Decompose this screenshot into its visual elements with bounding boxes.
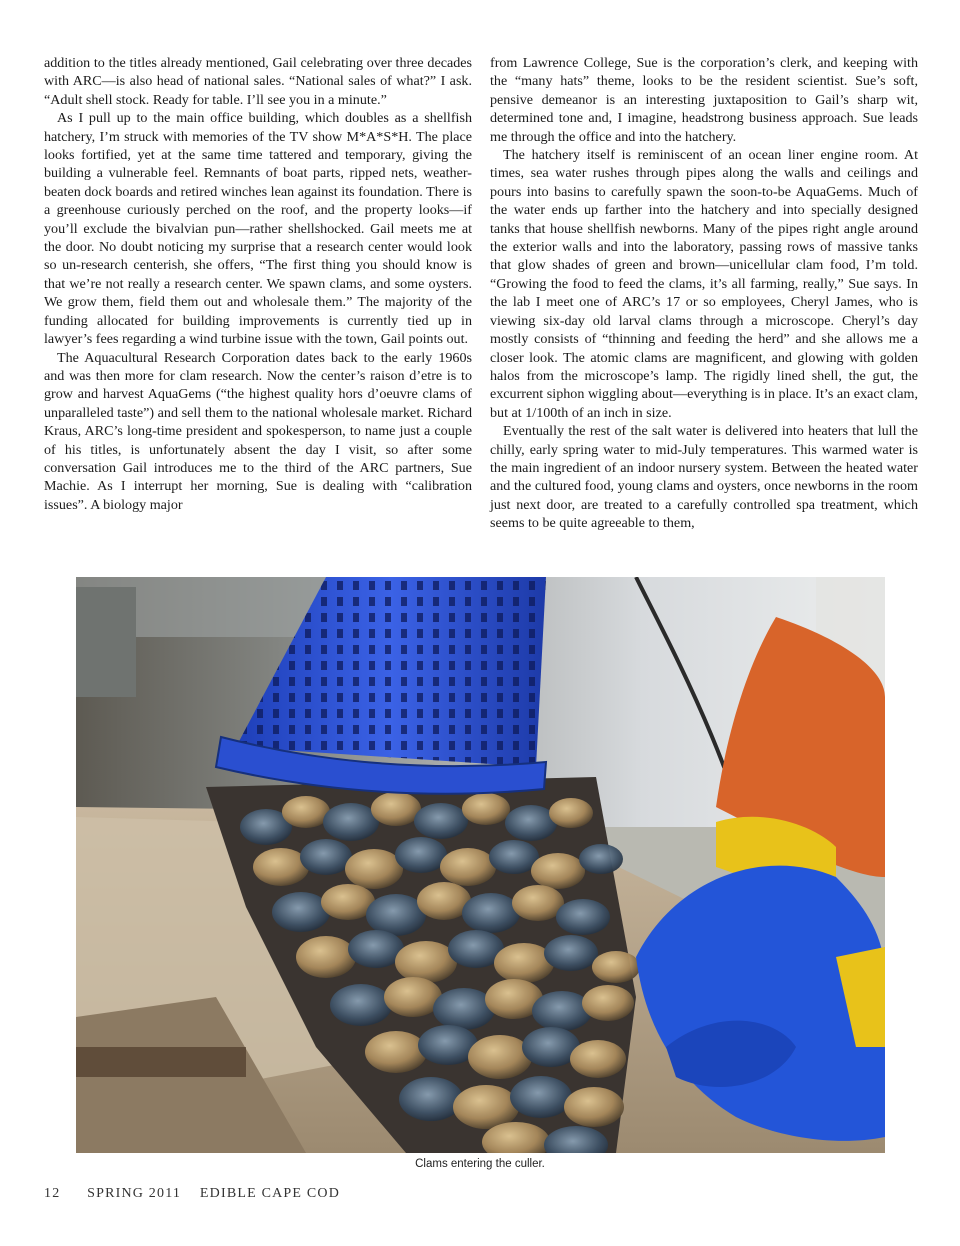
clams-culler-illustration [76, 577, 885, 1153]
photo-caption: Clams entering the culler. [415, 1158, 545, 1170]
paragraph: Eventually the rest of the salt water is delivered into heaters that lull the chilly, early spring water to mid-July temperatures. This warmed water is the main ingredient of an indoor nursery system. Between the heated water and the cultured food, young clams and oysters, once newborns in the room just next door, are treated to a carefully controlled spa treatment, which seems to be quite agreeable to them, [490, 423, 918, 532]
paragraph: from Lawrence College, Sue is the corporation’s clerk, and keeping with the “many hats” theme, looks to be the resident scientist. Sue’s soft, pensive demeanor is an interesting juxtaposition to Gail’s sharp wit, determined tone and, I imagine, headstrong business approach. Sue leads me through the office and into the hatchery. [490, 55, 918, 145]
page-footer [44, 1186, 340, 1202]
publication-name: EDIBLE CAPE COD [199, 1186, 341, 1201]
paragraph: As I pull up to the main office building, which doubles as a shellfish hatchery, I’m struck with memories of the TV show M*A*S*H. The place looks fortified, yet at the same time tattered and temporary, giving the building a vulnerable feel. Remnants of boat parts, ripped nets, weather-beaten dock boards and retired winches lean against its foundation. There is a greenhouse curiously perched on the roof, and the property looks—if you’ll exclude the bivalvian pun—rather shellshocked. Gail meets me at the door. No doubt noticing my surprise that a research center would look so un-research centerish, she offers, “The first thing you should know is that we’re not really a research center. We spawn clams, and some oysters. We grow them, field them out and wholesale them.” The majority of the funding allocated for building improvements is currently tied up in lawyer’s fees regarding a wind turbine issue with the town, Gail points out. [44, 110, 472, 348]
page-number: 12 [44, 1186, 61, 1201]
article-column-left [44, 54, 472, 554]
paragraph: The Aquacultural Research Corporation dates back to the early 1960s and was then more for clam research. Now the center’s raison d’etre is to grow and harvest AquaGems (“the highest quality hors d’oeuvre clams of unparalleled taste”) and sell them to the national wholesale market. Richard Kraus, ARC’s long-time president and spokesperson, to name just a couple of his titles, is unfortunately absent the day I visit, so after some conversation Gail introduces me to the third of the ARC partners, Sue Machie. As I interrupt her morning, Sue is dealing with “calibration issues”. A biology major [44, 349, 472, 513]
article-column-right [490, 54, 918, 554]
issue-date: SPRING 2011 [87, 1186, 182, 1201]
clams-photo [76, 577, 885, 1153]
paragraph: addition to the titles already mentioned, Gail celebrating over three decades with ARC—is also head of national sales. “National sales of what?” I ask. “Adult shell stock. Ready for table. I’ll see you in a minute.” [44, 55, 472, 108]
paragraph: The hatchery itself is reminiscent of an ocean liner engine room. At times, sea water rushes through pipes along the walls and ceilings and pours into basins to carefully spawn the soon-to-be AquaGems. Much of the water ends up farther into the hatchery and into specially designed tanks that house shellfish newborns. Many of the pipes right angle around the exterior walls and into the laboratory, passing rows of massive tanks that glow shades of green and brown—unicellular clam food, I’m told. “Growing the food to feed the clams, it’s all farming, really,” Sue says. In the lab I meet one of ARC’s 17 or so employees, Cheryl James, who is viewing six-day old larval clams through a microscope. Cheryl’s day mostly consists of “thinning and feeding the herd” and she allows me a closer look. The atomic clams are magnificent, and glowing with golden halos from the microscope’s lamp. The rigidly lined shell, the gut, the excurrent siphon wiggling about—everything is in place. It’s an exact clam, but at 1/100th of an inch in size. [490, 147, 918, 421]
article-body [44, 54, 918, 554]
electrical-box [76, 587, 136, 697]
